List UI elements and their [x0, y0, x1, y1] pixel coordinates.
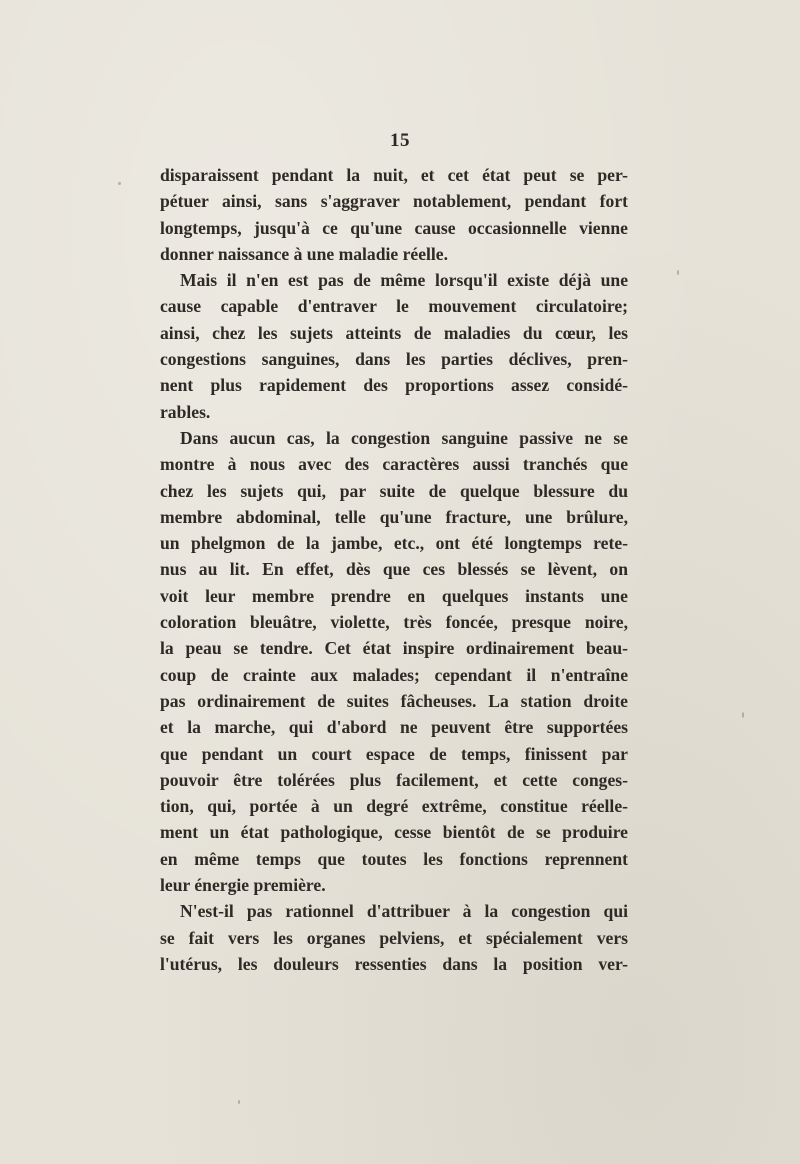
paper-speck [118, 182, 121, 185]
text-line: ainsi, chez les sujets atteints de maladies du cœur, les [160, 322, 628, 343]
text-line: longtemps, jusqu'à ce qu'une cause occasionnelle vienne [160, 217, 628, 238]
text-line: voit leur membre prendre en quelques instants une [160, 585, 628, 606]
text-line: Dans aucun cas, la congestion sanguine passive ne se [180, 427, 628, 448]
page-number: 15 [390, 130, 410, 151]
text-line: que pendant un court espace de temps, finissent par [160, 743, 628, 764]
text-line: coloration bleuâtre, violette, très foncée, presque noire, [160, 612, 628, 633]
text-line: pouvoir être tolérées plus facilement, et cette conges- [160, 769, 628, 790]
text-line: nent plus rapidement des proportions assez considé- [160, 375, 628, 396]
text-line: la peau se tendre. Cet état inspire ordinairement beau- [160, 638, 628, 659]
text-line: pétuer ainsi, sans s'aggraver notablement, pendant fort [160, 191, 628, 212]
paper-speck [742, 712, 744, 718]
text-line: leur énergie première. [160, 875, 326, 896]
text-line: tion, qui, portée à un degré extrême, constitue réelle- [160, 796, 628, 817]
text-line: pas ordinairement de suites fâcheuses. La station droite [160, 690, 628, 711]
text-line: disparaissent pendant la nuit, et cet état peut se per- [160, 165, 628, 185]
text-line: l'utérus, les douleurs ressenties dans la position ver- [160, 953, 628, 974]
text-line: rables. [160, 401, 211, 422]
text-line: un phelgmon de la jambe, etc., ont été longtemps rete- [160, 533, 628, 554]
text-line: congestions sanguines, dans les parties déclives, pren- [160, 349, 628, 370]
text-line: chez les sujets qui, par suite de quelque blessure du [160, 480, 628, 501]
paragraph-3 [160, 425, 628, 898]
text-line: et la marche, qui d'abord ne peuvent être supportées [160, 717, 628, 738]
text-line: montre à nous avec des caractères aussi tranchés que [160, 454, 628, 475]
text-line: nus au lit. En effet, dès que ces blessés se lèvent, on [160, 559, 628, 580]
text-line: ment un état pathologique, cesse bientôt de se produire [160, 822, 628, 843]
body-text [160, 162, 628, 977]
text-line: N'est-il pas rationnel d'attribuer à la congestion qui [180, 901, 628, 922]
paragraph-1 [160, 162, 628, 267]
text-line: Mais il n'en est pas de même lorsqu'il existe déjà une [180, 270, 628, 291]
text-line: en même temps que toutes les fonctions reprennent [160, 848, 628, 869]
paragraph-2 [160, 267, 628, 425]
paper-speck [238, 1100, 240, 1104]
paragraph-4 [160, 898, 628, 977]
text-line: se fait vers les organes pelviens, et spécialement vers [160, 927, 628, 948]
text-line: donner naissance à une maladie réelle. [160, 243, 449, 264]
text-line: coup de crainte aux malades; cependant il n'entraîne [160, 664, 628, 685]
text-line: membre abdominal, telle qu'une fracture, une brûlure, [160, 506, 628, 527]
paper-speck [677, 270, 679, 275]
text-line: cause capable d'entraver le mouvement circulatoire; [160, 296, 628, 317]
